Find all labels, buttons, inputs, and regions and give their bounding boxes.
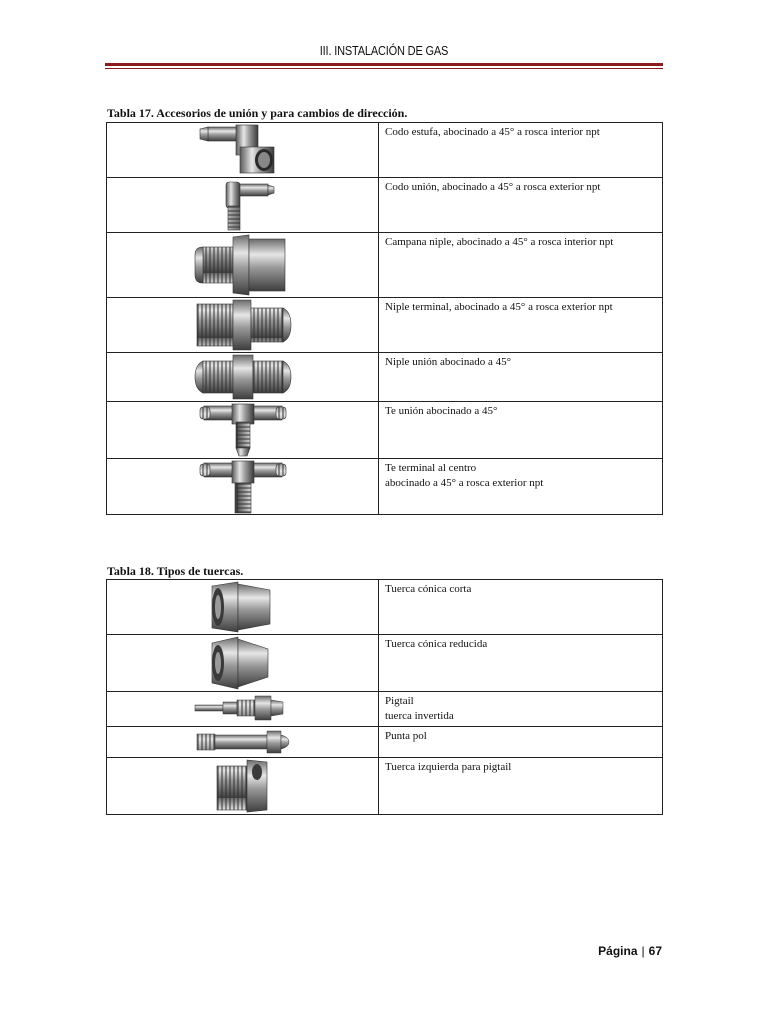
description-line: abocinado a 45° a rosca exterior npt	[385, 477, 544, 489]
fitting-description	[379, 123, 663, 178]
nut-image-cell	[107, 727, 379, 758]
description-line: Niple terminal, abocinado a 45° a rosca exterior npt	[385, 301, 613, 313]
table-18-caption: Tabla 18. Tipos de tuercas.	[107, 564, 244, 578]
table-row	[107, 233, 663, 298]
description-line: Tuerca izquierda para pigtail	[385, 761, 512, 773]
fitting-image-cell	[107, 353, 379, 402]
description-line: Campana niple, abocinado a 45° a rosca interior npt	[385, 236, 614, 248]
nut-description	[379, 635, 663, 692]
terminal-nipple-fitting-icon	[193, 298, 293, 352]
fitting-description	[379, 298, 663, 353]
table-row	[107, 402, 663, 459]
short-conical-nut-icon	[208, 580, 278, 634]
table-row	[107, 353, 663, 402]
description-line: Codo estufa, abocinado a 45° a rosca interior npt	[385, 126, 600, 138]
table-row	[107, 178, 663, 233]
table-row	[107, 635, 663, 692]
running-header: III. INSTALACIÓN DE GAS	[319, 44, 449, 58]
nut-description	[379, 727, 663, 758]
table-18	[106, 579, 663, 815]
description-line: Codo unión, abocinado a 45° a rosca exterior npt	[385, 181, 601, 193]
page-footer	[598, 944, 662, 958]
description-line: Te unión abocinado a 45°	[385, 405, 498, 417]
pigtail-inverted-nut-icon	[193, 692, 293, 723]
header-rule	[105, 63, 663, 66]
table-row	[107, 298, 663, 353]
description-line: Tuerca cónica corta	[385, 583, 472, 595]
table-row	[107, 727, 663, 758]
page-label: Página	[598, 944, 638, 958]
nut-image-cell	[107, 692, 379, 727]
table-row	[107, 123, 663, 178]
page-number: 67	[648, 944, 662, 958]
fitting-image-cell	[107, 233, 379, 298]
pol-tip-icon	[193, 727, 293, 757]
description-line: Te terminal al centro	[385, 462, 477, 474]
nut-image-cell	[107, 580, 379, 635]
fitting-image-cell	[107, 298, 379, 353]
fitting-description	[379, 459, 663, 515]
tee-union-fitting-icon	[198, 402, 288, 458]
elbow-female-fitting-icon	[198, 123, 288, 177]
nut-description	[379, 692, 663, 727]
tee-terminal-fitting-icon	[198, 459, 288, 514]
table-row	[107, 692, 663, 727]
left-hand-pigtail-nut-icon	[213, 758, 273, 814]
description-line: Punta pol	[385, 730, 427, 742]
fitting-image-cell	[107, 402, 379, 459]
union-nipple-fitting-icon	[193, 353, 293, 401]
description-line: Niple unión abocinado a 45°	[385, 356, 511, 368]
nut-description	[379, 580, 663, 635]
nut-image-cell	[107, 635, 379, 692]
elbow-male-fitting-icon	[208, 178, 278, 232]
table-row	[107, 580, 663, 635]
nut-image-cell	[107, 758, 379, 815]
page-separator: |	[641, 944, 645, 958]
fitting-description	[379, 233, 663, 298]
description-line: Pigtail	[385, 695, 414, 707]
description-line: tuerca invertida	[385, 710, 454, 722]
fitting-image-cell	[107, 178, 379, 233]
table-row	[107, 758, 663, 815]
description-line: Tuerca cónica reducida	[385, 638, 488, 650]
fitting-image-cell	[107, 459, 379, 515]
header-rule-thin	[105, 68, 663, 69]
table-17	[106, 122, 663, 515]
fitting-description	[379, 353, 663, 402]
reduced-conical-nut-icon	[208, 635, 278, 691]
fitting-image-cell	[107, 123, 379, 178]
fitting-description	[379, 178, 663, 233]
table-17-caption: Tabla 17. Accesorios de unión y para cambios de dirección.	[107, 106, 408, 120]
nut-description	[379, 758, 663, 815]
bell-nipple-fitting-icon	[193, 233, 293, 297]
fitting-description	[379, 402, 663, 459]
table-row	[107, 459, 663, 515]
